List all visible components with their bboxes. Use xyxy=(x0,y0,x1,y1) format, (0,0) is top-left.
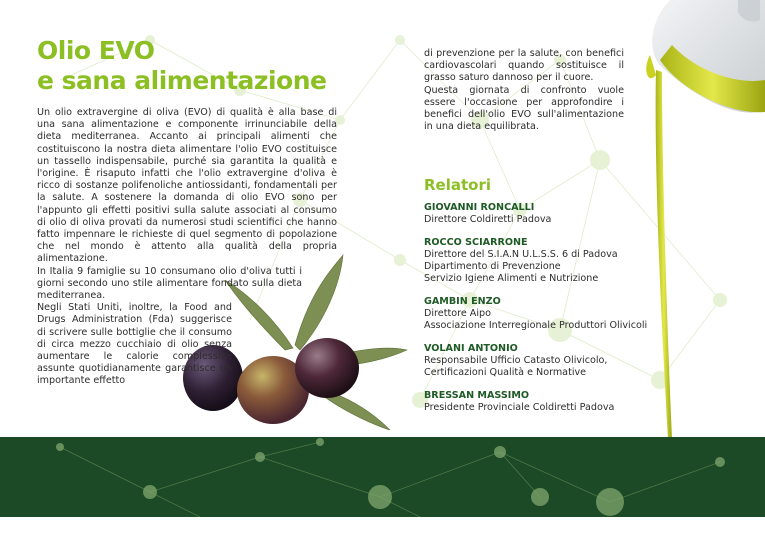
speaker-role: Direttore del S.I.A.N U.L.S.S. 6 di Padova xyxy=(424,249,618,260)
title-line-2: e sana alimentazione xyxy=(37,66,327,95)
speaker-role: Servizio Igiene Alimenti e Nutrizione xyxy=(424,273,599,284)
intro-paragraph-3: Negli Stati Uniti, inoltre, la Food and Drugs Administration (Fda) suggerisce di scrivere sulle bottiglie che il consumo di circa mezzo cucchiaio di olio senza aumentare le calorie complessive assunte quotidianamente garantisce un importante effetto xyxy=(37,302,232,387)
speaker-name: GAMBIN ENZO xyxy=(424,296,501,307)
speaker-role: Presidente Provinciale Coldiretti Padova xyxy=(424,402,615,413)
speaker-role: Responsabile Ufficio Catasto Olivicolo, xyxy=(424,355,608,366)
speaker-role: Direttore Coldiretti Padova xyxy=(424,214,552,225)
title-line-1: Olio EVO xyxy=(37,36,155,65)
speaker-sciarrone xyxy=(424,237,664,285)
relatori-heading: Relatori xyxy=(424,176,492,194)
intro-paragraph-1: Un olio extravergine di oliva (EVO) di qualità è alla base di una sana alimentazione e componente irrinunciabile della dieta mediterranea. Accanto ai principali alimenti che costituiscono la nostra dieta alimentare l'olio EVO costituisce un tassello indispensabile, purché sia garantita la qualità e l'origine. È risaputo infatti che l'olio extravergine d'oliva è ricco di sostanze polifenoliche antiossidanti, fondamentali per la salute. A sostenere la domanda di olio EVO sono per l'appunto gli effetti positivi sulla salute associati al consumo di olio di oliva provati da numerosi studi scientifici che hanno fatto impennare le richieste di quel segmento di popolazione che nel mondo è attento alla qualità della propria alimentazione. xyxy=(37,107,337,265)
speaker-role: Dipartimento di Prevenzione xyxy=(424,261,561,272)
page-title xyxy=(37,36,326,96)
speaker-role: Associazione Interregionale Produttori Olivicoli xyxy=(424,320,648,331)
speaker-name: VOLANI ANTONIO xyxy=(424,343,518,354)
speaker-gambin xyxy=(424,296,664,332)
speaker-bressan xyxy=(424,390,664,414)
speaker-roncalli xyxy=(424,202,664,226)
speaker-name: ROCCO SCIARRONE xyxy=(424,237,528,248)
continuation-paragraph-2: Questa giornata di confronto vuole essere l'occasione per approfondire i benefici dell'olio EVO sull'alimentazione in una dieta equilibrata. xyxy=(424,84,624,133)
footer-network-pattern xyxy=(0,437,765,517)
intro-paragraph-2: In Italia 9 famiglie su 10 consumano olio d'oliva tutti i giorni secondo uno stile alimentare fondato sulla dieta mediterranea. xyxy=(37,265,302,302)
continuation-paragraph-1: di prevenzione per la salute, con benefici cardiovascolari quando sostituisce il grasso saturo dannoso per il cuore. xyxy=(424,48,624,84)
continuation-text xyxy=(424,48,624,133)
speaker-volani xyxy=(424,343,664,379)
speaker-name: GIOVANNI RONCALLI xyxy=(424,202,535,213)
speaker-role: Direttore Aipo xyxy=(424,308,491,319)
speaker-name: BRESSAN MASSIMO xyxy=(424,390,530,401)
speaker-role: Certificazioni Qualità e Normative xyxy=(424,367,587,378)
intro-text xyxy=(37,107,337,388)
speakers-list xyxy=(424,202,664,425)
